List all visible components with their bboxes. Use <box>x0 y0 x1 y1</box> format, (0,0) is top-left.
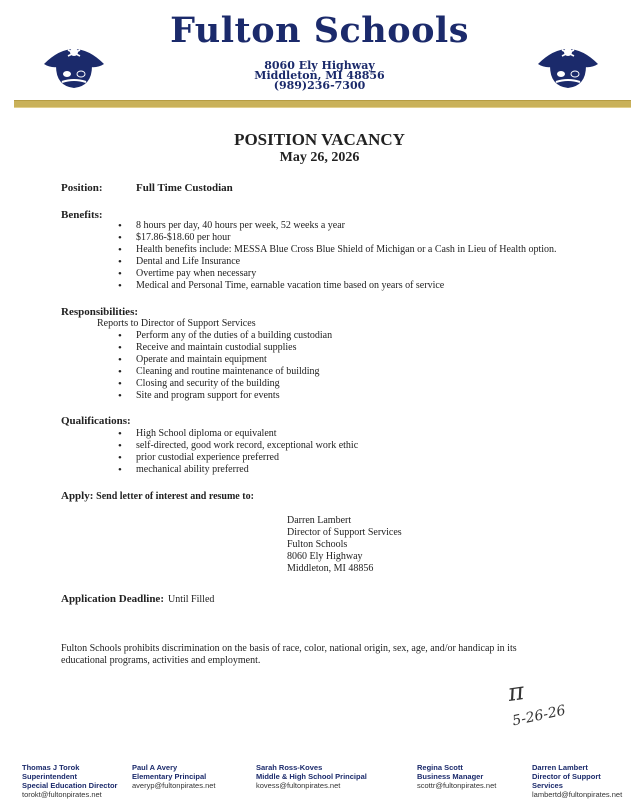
deadline-value: Until Filled <box>167 594 215 605</box>
vacancy-date: May 26, 2026 <box>279 150 360 165</box>
position-label: Position: <box>61 182 103 194</box>
list-item: • Receive and maintain custodial supplies <box>118 342 598 354</box>
handwritten-initials: π <box>506 677 526 707</box>
header-address-line1: 8060 Ely Highway <box>264 59 375 72</box>
apply-organization: Fulton Schools <box>287 539 348 550</box>
footer-role: Business Manager <box>417 772 484 781</box>
deadline-line <box>61 589 214 607</box>
footer-contact-elementary <box>132 763 252 790</box>
position-value: Full Time Custodian <box>136 182 233 194</box>
list-item: • self-directed, good work record, exceptional work ethic <box>118 440 598 452</box>
gold-divider <box>14 100 631 108</box>
qualifications-list <box>118 428 598 476</box>
apply-line <box>61 490 254 502</box>
list-item: • prior custodial experience preferred <box>118 452 598 464</box>
apply-city: Middleton, MI 48856 <box>287 563 374 574</box>
nondiscrimination-statement: Fulton Schools prohibits discrimination on the basis of race, color, national origin, sex, age, and/or handicap in its educational programs, activities and employment. <box>61 643 517 666</box>
apply-text: Send letter of interest and resume to: <box>96 491 254 502</box>
apply-street: 8060 Ely Highway <box>287 551 363 562</box>
benefits-label: Benefits: <box>61 209 103 221</box>
apply-contact-name: Darren Lambert <box>287 515 352 526</box>
apply-label: Apply: <box>61 490 94 502</box>
qualifications-label: Qualifications: <box>61 415 131 427</box>
footer-name: Sarah Ross-Koves <box>256 763 323 772</box>
responsibilities-label: Responsibilities: <box>61 306 139 318</box>
header-phone: (989)236-7300 <box>273 79 366 92</box>
deadline-label: Application Deadline: <box>61 593 164 605</box>
responsibilities-list <box>118 330 598 402</box>
footer-name: Regina Scott <box>417 763 463 772</box>
footer-role: Superintendent <box>22 772 78 781</box>
apply-contact-title: Director of Support Services <box>287 527 402 538</box>
list-item: • Cleaning and routine maintenance of building <box>118 366 598 378</box>
footer-name: Thomas J Torok <box>22 763 80 772</box>
footer-email: lambertd@fultonpirates.net <box>532 790 623 799</box>
apply-address <box>287 515 402 575</box>
list-item: • Operate and maintain equipment <box>118 354 598 366</box>
handwritten-date: 5-26-26 <box>510 702 568 730</box>
footer-email: averyp@fultonpirates.net <box>132 781 216 790</box>
school-name-title: Fulton Schools <box>170 10 469 51</box>
footer-role: Middle & High School Principal <box>256 772 367 781</box>
footer-email: torokt@fultonpirates.net <box>22 790 102 799</box>
list-item: • Health benefits include: MESSA Blue Cross Blue Shield of Michigan or a Cash in Lieu of Health option. <box>118 244 618 256</box>
list-item: • mechanical ability preferred <box>118 464 598 476</box>
footer-name: Darren Lambert <box>532 763 588 772</box>
footer-contact-principal <box>256 763 404 790</box>
pirate-logo-icon-left <box>42 38 106 90</box>
footer-contact-support <box>532 763 636 799</box>
footer-contact-superintendent <box>22 763 126 799</box>
footer-name: Paul A Avery <box>132 763 178 772</box>
list-item: • Overtime pay when necessary <box>118 268 618 280</box>
responsibilities-intro: Reports to Director of Support Services <box>97 318 256 329</box>
footer-contact-business <box>417 763 523 790</box>
list-item: • Closing and security of the building <box>118 378 598 390</box>
list-item: • Dental and Life Insurance <box>118 256 618 268</box>
pirate-logo-icon-right <box>536 38 600 90</box>
list-item: • Perform any of the duties of a building custodian <box>118 330 598 342</box>
list-item: • $17.86-$18.60 per hour <box>118 232 618 244</box>
benefits-list <box>118 220 618 292</box>
footer-role: Special Education Director <box>22 781 118 790</box>
list-item: • Medical and Personal Time, earnable vacation time based on years of service <box>118 280 618 292</box>
footer-email: kovess@fultonpirates.net <box>256 781 341 790</box>
list-item: • High School diploma or equivalent <box>118 428 598 440</box>
footer-role: Elementary Principal <box>132 772 207 781</box>
footer-email: scottr@fultonpirates.net <box>417 781 497 790</box>
vacancy-heading: POSITION VACANCY <box>234 130 405 149</box>
footer-role: Director of Support <box>532 772 601 781</box>
header-address-line2: Middleton, MI 48856 <box>254 69 385 82</box>
list-item: • 8 hours per day, 40 hours per week, 52 weeks a year <box>118 220 618 232</box>
list-item: • Site and program support for events <box>118 390 598 402</box>
footer-role: Services <box>532 781 563 790</box>
